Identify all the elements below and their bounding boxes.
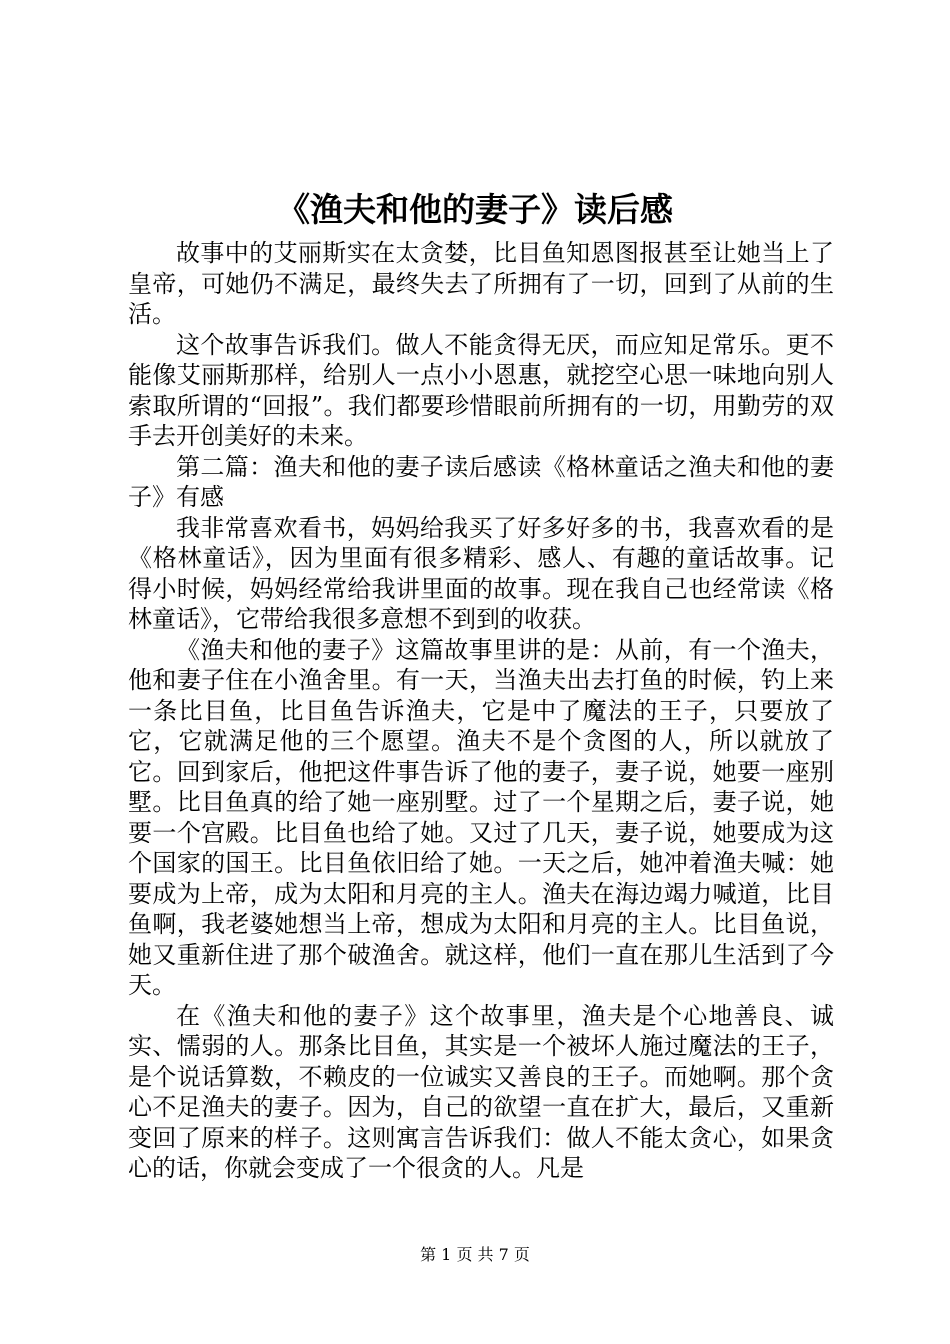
- document-title: 《渔夫和他的妻子》读后感: [277, 190, 673, 229]
- section-heading: 第二篇：渔夫和他的妻子读后感读《格林童话之渔夫和他的妻子》有感: [128, 452, 834, 511]
- document-body: [128, 238, 834, 1184]
- paragraph: 故事中的艾丽斯实在太贪婪，比目鱼知恩图报甚至让她当上了皇帝，可她仍不满足，最终失去了所拥有了一切，回到了从前的生活。: [128, 239, 834, 328]
- paragraph: 我非常喜欢看书，妈妈给我买了好多好多的书，我喜欢看的是《格林童话》，因为里面有很多精彩、感人、有趣的童话故事。记得小时候，妈妈经常给我讲里面的故事。现在我自己也经常读《格林童话》，它带给我很多意想不到到的收获。: [128, 513, 834, 633]
- page-number: 第 1 页 共 7 页: [420, 1245, 530, 1264]
- paragraph: 这个故事告诉我们。做人不能贪得无厌，而应知足常乐。更不能像艾丽斯那样，给别人一点小小恩惠，就挖空心思一味地向别人索取所谓的“回报”。我们都要珍惜眼前所拥有的一切，用勤劳的双手去开创美好的未来。: [128, 330, 834, 450]
- paragraph: 《渔夫和他的妻子》这篇故事里讲的是：从前，有一个渔夫，他和妻子住在小渔舍里。有一天，当渔夫出去打鱼的时候，钓上来一条比目鱼，比目鱼告诉渔夫，它是中了魔法的王子，只要放了它，它就满足他的三个愿望。渔夫不是个贪图的人，所以就放了它。回到家后，他把这件事告诉了他的妻子，妻子说，她要一座别墅。比目鱼真的给了她一座别墅。过了一个星期之后，妻子说，她要一个宫殿。比目鱼也给了她。又过了几天，妻子说，她要成为这个国家的国王。比目鱼依旧给了她。一天之后，她冲着渔夫喊：她要成为上帝，成为太阳和月亮的主人。渔夫在海边竭力喊道，比目鱼啊，我老婆她想当上帝，想成为太阳和月亮的主人。比目鱼说，她又重新住进了那个破渔舍。就这样，他们一直在那儿生活到了今天。: [128, 635, 834, 999]
- paragraph: 在《渔夫和他的妻子》这个故事里，渔夫是个心地善良、诚实、懦弱的人。那条比目鱼，其实是一个被坏人施过魔法的王子，是个说话算数，不赖皮的一位诚实又善良的王子。而她啊。那个贪心不足渔夫的妻子。因为，自己的欲望一直在扩大，最后，又重新变回了原来的样子。这则寓言告诉我们：做人不能太贪心，如果贪心的话，你就会变成了一个很贪的人。凡是: [128, 1001, 834, 1182]
